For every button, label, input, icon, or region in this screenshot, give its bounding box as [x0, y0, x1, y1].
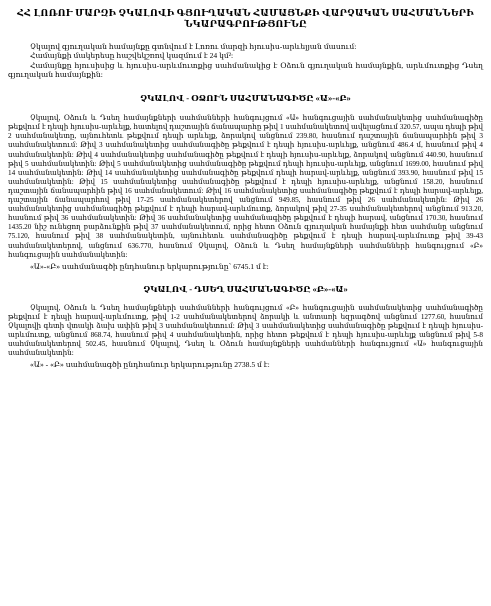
intro-line: Համայնքը հյուսիսից և հյուսիս-արևմուտքից սահմանակից է Օձուն գյուղական համայնքին, արևմուտքից Դսեղ գյուղական համայնքին: [8, 60, 483, 79]
section-total-length: «Ա»-«Բ» սահմանագծի ընդհանուր երկարությունը՝ 6745.1 մ է: [30, 261, 269, 271]
section-body [8, 114, 483, 260]
section-heading-chkalov-odzun: ՉԿԱԼՈՎ - ՕՁՈՒՆ ՍԱՀՄԱՆԱԳԻԾԸ «Ա»-«Բ» [140, 93, 351, 104]
section-paragraph: Չկալով, Օձուն և Դսեղ համայնքների սահմանների հանգույցում «Բ» հանգուցային սահմանակետից սահմանագիծը թեքվում է դեպի հարավ-արևմուտք, թիվ 1-2 սահմանակետերով ձորակի և անտառի եզրագծով անցնում 1277.60, հասնում Չկալովի գետի վտակի ձախ ափին թիվ 3 սահմանակետում: Թիվ 3 սահմանակետից սահմանագիծը թեքվում է դեպի հյուսիս-արևմուտք, անցնում 868.74, հասնում թիվ 4 սահմանակետին, որից հետո թեքվում է դեպի հյուսիս-արևելք անցնում թիվ 5-8 սահմանակետերով 502.45, հասնում Չկալով, Դսեղ և Օձուն համայնքների սահմանների հանգույցում «Ա» հանգուցային սահմանակետին: [8, 303, 483, 358]
section-paragraph: Չկալով, Օձուն և Դսեղ համայնքների սահմանների հանգույցում «Ա» հանգուցային սահմանակետից սահմանագիծը թեքվում է դեպի հյուսիս-արևելք, հատելով դաշտային ճանապարհը թիվ 1 սահմանակետով ավելացնում 320.57, ապա դեպի թիվ 2 սահմանակետը, այնուհետև թեքվում դեպի արևելք, ձորակով անցնում 239.80, հասնում դաշտային ճանապարհին թիվ 3 սահմանակետում: Թիվ 3 սահմանակետից սահմանագիծը թեքվում է դեպի հյուսիս-արևելք, անցնում 486.4 մ, հասնում թիվ 4 սահմանակետին: Թիվ 4 սահմանակետից սահմանագիծը թեքվում է դեպի հյուսիս-արևելք, ձորակով անցնում 440.90, հասնում թիվ 5 սահմանակետին: Թիվ 5 սահմանակետից սահմանագիծը թեքվում դեպի հյուսիս-արևելք, անցնում 1699.00, հասնում թիվ 14 սահմանակետին: Թիվ 14 սահմանակետից սահմանագիծը թեքվում դեպի հարավ-արևելք, անցնում 393.90, հասնում թիվ 15 սահմանակետին: Թիվ 15 սահմանակետից սահմանագիծը թեքվում է դեպի հյուսիս-արևելք, անցնում 158.20, հասնում դաշտային ճանապարհին թիվ 16 սահմանակետում: Թիվ 16 սահմանակետից սահմանագիծը թեքվում է դեպի հարավ-արևելք, դաշտային ճանապարհով թիվ 17-25 սահմանակետերով անցնում 949.85, հասնում թիվ 26 սահմանակետին: Թիվ 26 սահմանակետից սահմանագիծը թեքվում է դեպի հարավ-արևմուտք, ձորակով թիվ 27-35 սահմանակետերով անցնում 913.20, հասնում թիվ 36 սահմանակետին: Թիվ 36 սահմանակետից սահմանագիծը թեքվում է դեպի հարավ, անցնում 170.30, հասնում 1435.20 նիշ ունեցող բարձունքին թիվ 37 սահմանակետում, որից հետո Օձուն գյուղական համայնքի հետ սահմանը անցնում 75.120, հասնում թիվ 38 սահմանակետին, այնուհետև սահմանագիծը թեքվում է դեպի հարավ-արևմուտք թիվ 39-43 սահմանակետերով, անցնում 636.770, հասնում Չկալով, Օձուն և Դսեղ համայնքների սահմանների հանգույցում «Բ» հանգուցային սահմանակետին: [8, 114, 483, 259]
intro [8, 42, 483, 79]
document-title: ՀՀ ԼՈՌՈՒ ՄԱՐԶԻ ՉԿԱԼՈՎԻ ԳՅՈՒՂԱԿԱՆ ՀԱՄԱՅՆՔԻ ՎԱՐՉԱԿԱՆ ՍԱՀՄԱՆՆԵՐԻ ՆԿԱՐԱԳՐՈՒԹՅՈՒՆԸ [17, 8, 474, 29]
section-heading-chkalov-dsegh: ՉԿԱԼՈՎ - ԴՍԵՂ ՍԱՀՄԱՆԱԳԻԾԸ «Բ»-«Ա» [143, 283, 348, 294]
intro-line: Չկալով գյուղական համայնքը գտնվում է Լոռու մարզի հյուսիս-արևելյան մասում: [30, 42, 357, 51]
section-total-length: «Ա» - «Բ» սահմանագծի ընդհանուր երկարությունը 2738.5 մ է: [30, 360, 270, 370]
section-body [8, 304, 483, 359]
intro-line: Համայնքի մակերեսը հաշվեկշռով կազմում է 24 կմ²: [30, 51, 234, 61]
